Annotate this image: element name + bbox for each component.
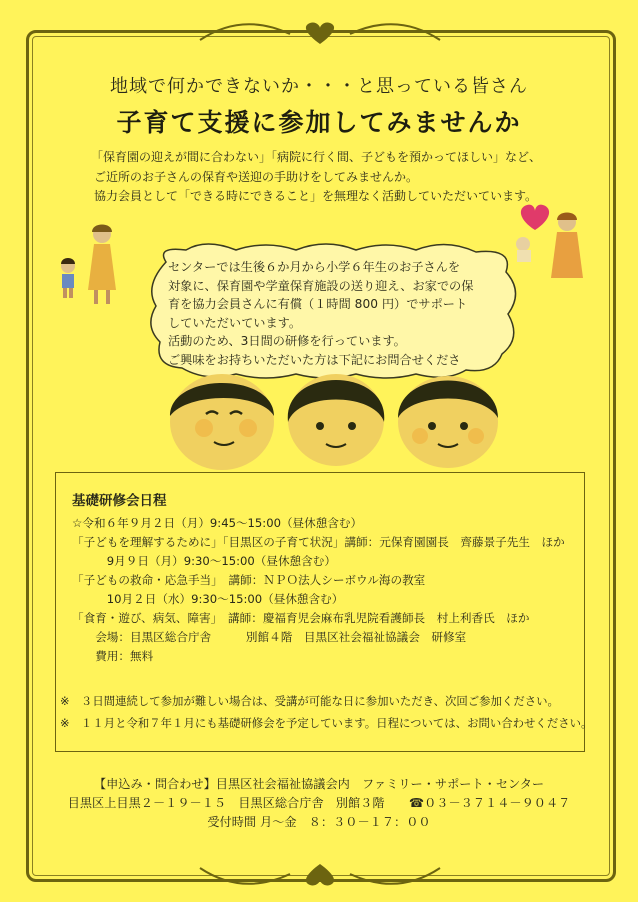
schedule-line: 「食育・遊び、病気、障害」 講師：慶福育児会麻布乳児院看護師長 村上利香氏 ほか	[72, 611, 530, 625]
contact-line: 目黒区上目黒２－１９－１５ 目黒区総合庁舎 別館３階 ☎０３－３７１４－９０４７	[67, 796, 571, 810]
mother-child-illustration	[52, 220, 132, 310]
intro-line: 協力会員として「できる時にできること」を無理なく活動していただいています。	[94, 189, 538, 203]
note-line: ※ ３日間連続して参加が難しい場合は、受講が可能な日に参加いただき、次回ご参加ください。	[60, 694, 559, 708]
schedule-line: 「子どもの救命・応急手当」 講師：ＮＰＯ法人シーボウル海の教室	[72, 573, 426, 587]
note-line: ※ １１月と令和７年１月にも基礎研修会を予定しています。日程については、お問い合わせください。	[60, 716, 593, 730]
schedule-line: 10月２日（水）9:30～15:00（昼休憩含む）	[72, 592, 344, 606]
bubble-line: センターでは生後６か月から小学６年生のお子さんを	[168, 260, 461, 274]
schedule-line: 費用：無料	[72, 649, 154, 663]
page-title: 子育て支援に参加してみませんか	[116, 108, 522, 137]
top-heart-ornament	[190, 18, 450, 48]
bubble-line: していただいています。	[168, 315, 302, 330]
schedule-line: 「子どもを理解するために」「目黒区の子育て状況」講師：元保育園園長 齊藤景子先生 ほか	[72, 535, 565, 549]
notes	[60, 690, 592, 734]
bubble-line: 対象に、保育園や学童保育施設の送り迎え、お家での保	[168, 278, 474, 293]
contact-line: 【申込み・問合わせ】目黒区社会福祉協議会内 ファミリー・サポート・センター	[93, 777, 545, 791]
bubble-line: ご興味をお持ちいただいた方は下記にお問合せくださ	[168, 352, 461, 367]
schedule-title: 基礎研修会日程	[72, 493, 167, 509]
subtitle: 地域で何かできないか・・・と思っている皆さん	[110, 76, 528, 97]
intro-line: ご近所のお子さんの保育や送迎の手助けをしてみませんか。	[94, 169, 419, 184]
three-children-illustration	[164, 352, 504, 470]
schedule-line: 9月９日（月）9:30～15:00（昼休憩含む）	[72, 554, 336, 568]
bubble-line: 活動のため、3日間の研修を行っています。	[168, 334, 406, 348]
bottom-heart-ornament	[190, 860, 450, 890]
contact-info	[0, 775, 638, 832]
schedule-line: 会場：目黒区総合庁舎 別館４階 目黒区社会福祉協議会 研修室	[72, 630, 467, 644]
bubble-line: 育を協力会員さんに有償（１時間 800 円）でサポート	[168, 297, 468, 311]
intro-text	[91, 148, 542, 207]
schedule-lines	[72, 514, 565, 666]
contact-line: 受付時間 月～金 ８：３０－１７：００	[207, 815, 431, 829]
schedule-line: ☆令和６年９月２日（月）9:45～15:00（昼休憩含む）	[72, 516, 363, 530]
intro-line: 「保育園の迎えが間に合わない」「病院に行く間、子どもを預かってほしい」など、	[91, 150, 542, 164]
